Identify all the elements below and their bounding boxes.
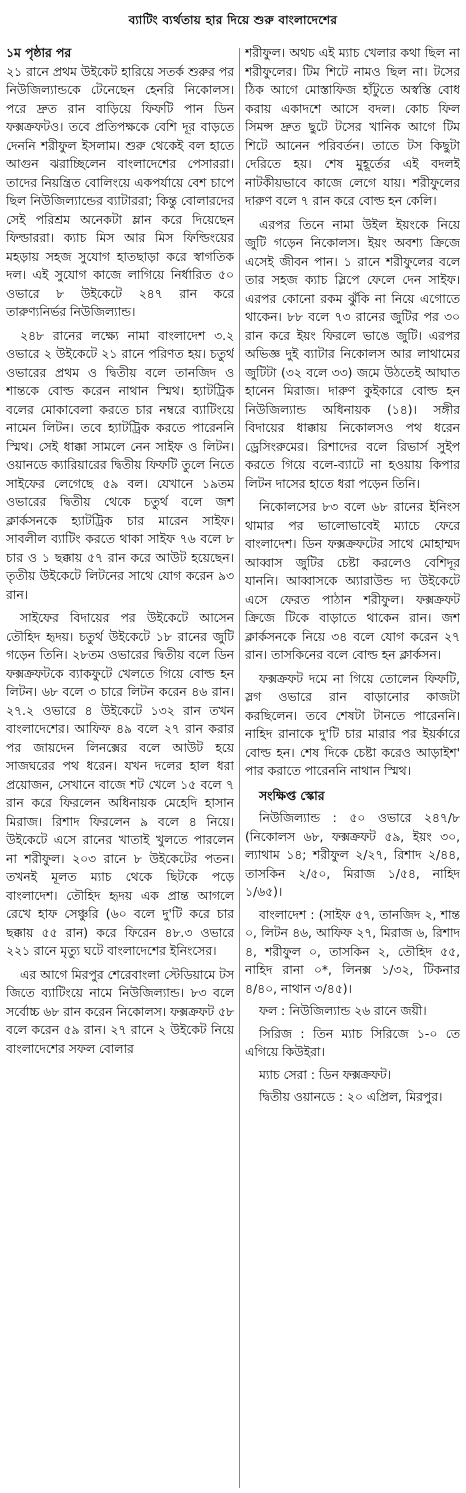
paragraph: ফক্সক্রফট দমে না গিয়ে তোলেন ফিফটি, স্লগ ওভারে রান বাড়ানোর কাজটা করছিলেন। তবে শেষটা টানতে পারেননি। নাহিদ রানাকে দু'টি চার মারার পর ইয়র্কারে বোল্ড হন। শেষ দিকে চেষ্টা করেও আড়াইশ' পার করাতে পারেননি নাথান স্মিথ।	[245, 671, 460, 778]
scorecard-newzealand: নিউজিল্যান্ড : ৫০ ওভারে ২৪৭/৮ (নিকোলস ৬৮, ফক্সক্রফট ৫৯, ইয়ং ৩০, ল্যাথাম ১৪; শরীফুল ২/২৭, রিশাদ ২/৪৪, তাসকিন ২/৫০, মিরাজ ১/৫৪, নাহিদ ১/৬৫)।	[245, 811, 460, 899]
left-column	[6, 44, 234, 1491]
paragraph: এর আগে মিরপুর শেরেবাংলা স্টেডিয়ামে টস জিতে ব্যাটিংয়ে নামে নিউজিল্যান্ড। ৮৩ বলে সর্বোচ্চ ৬৮ রান করেন নিকোলস। ফক্সক্রফট ৫৮ বলে করেন ৫৯ রান। ২৭ রানে ২ উইকেট নিয়ে বাংলাদেশের সফল বোলার	[6, 967, 234, 1056]
column-divider	[239, 48, 240, 1488]
match-result: ফল : নিউজিল্যান্ড ২৬ রানে জয়ী।	[259, 1004, 427, 1018]
scorecard-bangladesh: বাংলাদেশ : (সাইফ ৫৭, তানজিদ ২, শান্ত ০, লিটন ৪৬, আফিফ ২৭, মিরাজ ৬, রিশাদ ৪, শরীফুল ০, তাসকিন ২, তৌহিদ ৫৫, নাহিদ রানা ০*, লিনক্স ১/৩২, টিকনার ৪/৪০, নাথান ৩/৪৫)।	[245, 907, 460, 996]
continued-from-label: ১ম পৃষ্ঠার পর	[6, 46, 72, 60]
paragraph: এরপর তিনে নামা উইল ইয়ংকে নিয়ে জুটি গড়েন নিকোলস। ইয়ং অবশ্য ক্রিজে এসেই জীবন পান। ১ রানে শরীফুলের বলে তার সহজ ক্যাচ স্লিপে ফেলে দেন সাইফ। এরপর কোনো রকম ঝুঁকি না নিয়ে এগোতে থাকেন। ৮৮ বলে ৭৩ রানের জুটির পর ৩০ রান করে ইয়ং ফিরলে ভাঙে জুটি। এরপর অভিজ্ঞ দুই ব্যাটার নিকোলস আর লাথামের জুটিটা (৩২ বলে ৩৩) জমে উঠতেই আঘাত হানেন মিরাজ। দারুণ কুইকারে বোল্ড হন নিউজিল্যান্ড অধিনায়ক (১৪)। সঙ্গীর বিদায়ের ধাক্কায় নিকোলসও পথ ধরেন ড্রেসিংরুমের। রিশাদের বলে রিভার্স সুইপ করতে গিয়ে বলে-ব্যাটে না হওয়ায় কিপার লিটন দাসের হাতে ধরা পড়েন তিনি।	[245, 217, 460, 491]
next-match: দ্বিতীয় ওয়ানডে : ২০ এপ্রিল, মিরপুর।	[259, 1090, 443, 1104]
man-of-the-match: ম্যাচ সেরা : ডিন ফক্সক্রফট।	[259, 1067, 392, 1082]
right-column	[245, 44, 460, 1491]
paragraph: নিকোলসের ৮৩ বলে ৬৮ রানের ইনিংস থামার পর ভালোভাবেই ম্যাচে ফেরে বাংলাদেশ। ডিন ফক্সক্রফটের সাথে মোহাম্মদ আব্বাস জুটির চেষ্টা করলেও বেশিদূর যাননি। আব্বাসকে অ্যারাউন্ড দ্য উইকেটে এসে ফেরত পাঠান শরীফুল। ফক্সক্রফট ক্রিজে টিকে বাড়াতে থাকেন রান। জশ ক্লার্কসনকে নিয়ে ৩৪ বলে যোগ করেন ২৭ রান। তাসকিনের বলে বোল্ড হন ক্লার্কসন।	[245, 500, 460, 662]
paragraph: সাইফের বিদায়ের পর উইকেটে আসেন তৌহিদ হৃদয়। চতুর্থ উইকেটে ১৮ রানের জুটি গড়েন তিনি। ২৮তম ওভারের দ্বিতীয় বলে ডিন ফক্সক্রফটকে ব্যাকফুটে খেলতে গিয়ে বোল্ড হন লিটন। ৬৮ বলে ৩ চারে লিটন করেন ৪৬ রান। ২৭.২ ওভারে ৪ উইকেটে ১৩২ রান তখন বাংলাদেশের। আফিফ ৪৯ বলে ২৭ রান করার পর জায়দেন লিনক্সের বলে আউট হয়ে সাজঘরের পথ ধরেন। যখন দলের হাল ধরা প্রয়োজন, সেখানে বাজে শট খেলে ১৫ বলে ৭ রান করে ফিরলেন অধিনায়ক মেহেদি হাসান মিরাজ। রিশাদ ফিরলেন ৯ বলে ৪ নিয়ে। উইকেটে এসে রানের খাতাই খুলতে পারলেন না শরীফুল। ২০৩ রানে ৮ উইকেটের পতন। তখনই মূলত ম্যাচ থেকে ছিটকে পড়ে বাংলাদেশ। তৌহিদ হৃদয় এক প্রান্ত আগলে রেখে হাফ সেঞ্চুরি (৬০ বলে দু'টি করে চার ছক্কায় ৫৫ রান) করে ফিরেন ৪৮.৩ ওভারে ২২১ রানে মৃত্যু ঘটে বাংলাদেশের ইনিংসের।	[6, 611, 234, 958]
article-body	[0, 44, 466, 1491]
paragraph: শরীফুল। অথচ এই ম্যাচ খেলার কথা ছিল না শরীফুলের। টিম শিটে নামও ছিল না। টসের ঠিক আগে মোস্তাফিজ হাঁটুতে অস্বস্তি বোধ করায় একাদশে আসে বদল। কোচ ফিল সিমন্স দ্রুত ছুটে টসের খানিক আগে টিম শিটে আনেন পরিবর্তন। তাতে টস কিছুটা দেরিতে হয়। শেষ মুহূর্তের এই বদলই নাটকীয়ভাবে কাজে লেগে যায়। শরীফুলের দারুণ বলে ৭ রান করে বোল্ড হন কেলি।	[245, 46, 460, 208]
article-headline: ব্যাটিং ব্যর্থতায় হার দিয়ে শুরু বাংলাদেশের	[128, 13, 338, 27]
paragraph: ২১ রানে প্রথম উইকেট হারিয়ে সতর্ক শুরুর পর নিউজিল্যান্ডকে টেনেছেন হেনরি নিকোলস। পরে দ্রুত রান বাড়িয়ে ফিফটি পান ডিন ফক্সক্রফটও। তবে প্রতিপক্ষকে বেশি দূর বাড়তে দেননি শরীফুল ইসলাম। শুরু থেকেই বল হাতে আগুন ঝরাচ্ছিলেন বাংলাদেশের পেসাররা। তাদের নিয়ন্ত্রিত বোলিংয়ে একপর্যায়ে বেশ চাপে ছিল নিউজিল্যান্ডের ব্যাটাররা; কিন্তু বোলারদের সেই পরিশ্রম অনেকটা ম্লান করে দিয়েছেন ফিল্ডাররা। ক্যাচ মিস আর মিস ফিল্ডিংয়ের মহড়ায় সহজ সুযোগ হাতছাড়া করে স্বাগতিক দল। এই সুযোগ কাজে লাগিয়ে নির্ধারিত ৫০ ওভারে ৮ উইকেটে ২৪৭ রান করে তারুণ্যনির্ভর নিউজিল্যান্ড।	[6, 64, 234, 319]
scorecard-heading: সংক্ষিপ্ত স্কোর	[259, 788, 325, 803]
series-status: সিরিজ : তিন ম্যাচ সিরিজে ১-০ তে এগিয়ে কিউইরা।	[245, 1026, 460, 1059]
paragraph: ২৪৮ রানের লক্ষ্যে নামা বাংলাদেশ ৩.২ ওভারে ২ উইকেটে ২১ রানে পরিণত হয়। চতুর্থ ওভারের প্রথম ও দ্বিতীয় বলে তানজিদ ও শান্তকে বোল্ড করেন নাথান স্মিথ। হ্যাটট্রিক বলের মোকাবেলা করতে চার নম্বরে ব্যাটিংয়ে নামেন লিটন। তবে হ্যাটট্রিক করতে পারেননি স্মিথ। সেই ধাক্কা সামলে নেন সাইফ ও লিটন। ওয়ানডে ক্যারিয়ারের দ্বিতীয় ফিফটি তুলে নিতে সাইফের লেগেছে ৫৯ বল। যেখানে ১৯তম ওভারের দ্বিতীয় থেকে চতুর্থ বলে জশ ক্লার্কসনকে হ্যাটট্রিক চার মারেন সাইফ। সাবলীল ব্যাটিং করতে থাকা সাইফ ৭৬ বলে ৮ চার ও ১ ছক্কায় ৫৭ রান করে আউট হয়েছেন। তৃতীয় উইকেটে লিটনের সাথে যোগ করেন ৯৩ রান।	[6, 328, 234, 602]
